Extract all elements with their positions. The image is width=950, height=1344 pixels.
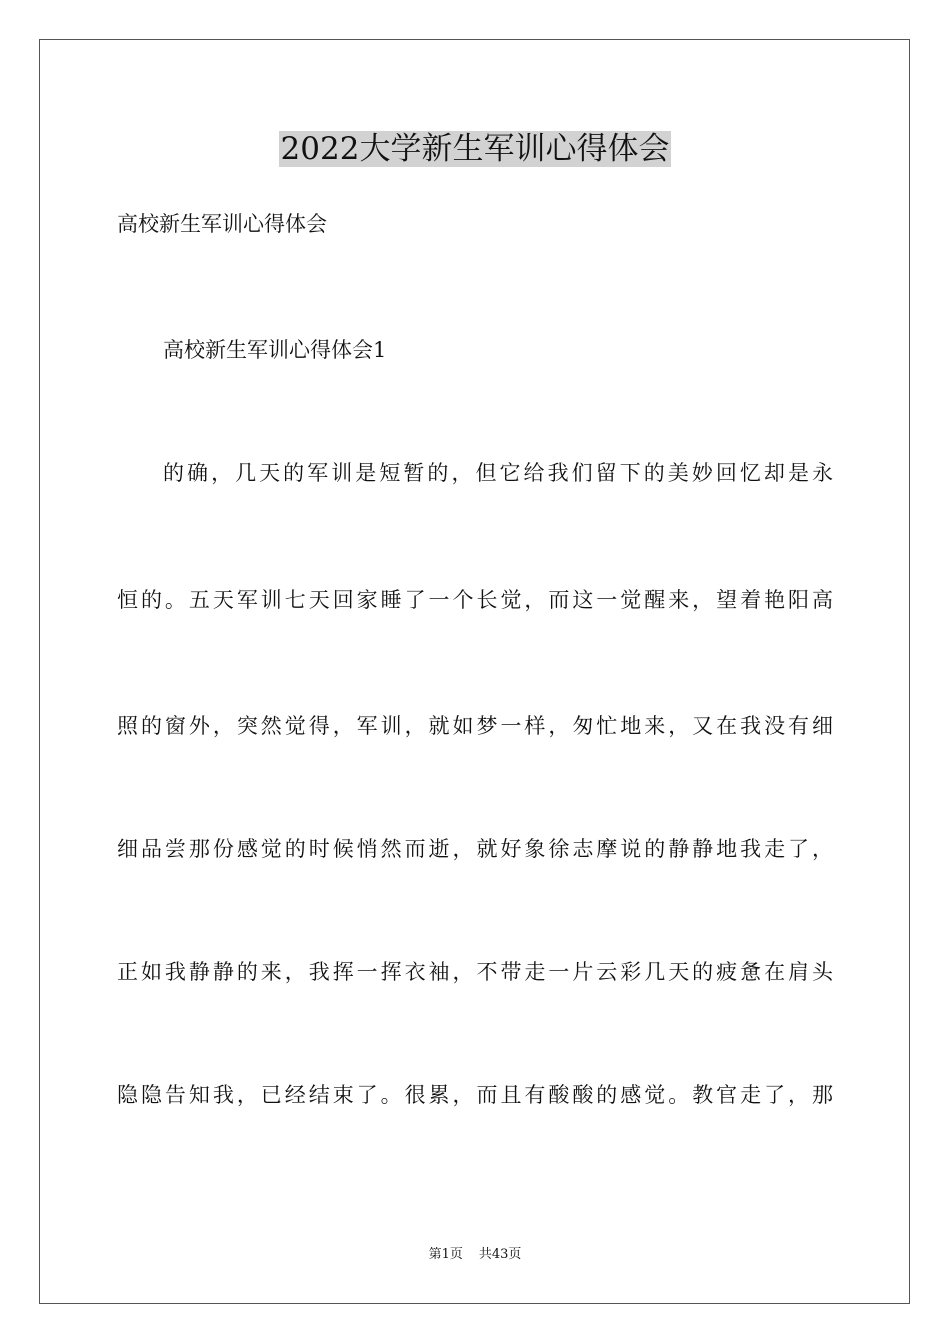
page-number-total: 共43页 xyxy=(478,1247,522,1262)
section-heading: 高校新生军训心得体会1 xyxy=(163,338,387,362)
subtitle: 高校新生军训心得体会 xyxy=(117,212,327,236)
paragraph-line-6: 隐隐告知我，已经结束了。很累，而且有酸酸的感觉。教官走了，那 xyxy=(117,1083,833,1107)
paragraph-line-4: 细品尝那份感觉的时候悄然而逝，就好象徐志摩说的静静地我走了， xyxy=(117,837,833,861)
title-text: 2022大学新生军训心得体会 xyxy=(280,131,670,167)
page-footer xyxy=(0,1246,950,1264)
document-title xyxy=(0,126,950,172)
paragraph-line-5: 正如我静静的来，我挥一挥衣袖，不带走一片云彩几天的疲惫在肩头 xyxy=(117,960,833,984)
paragraph-line-2: 恒的。五天军训七天回家睡了一个长觉，而这一觉醒来，望着艳阳高 xyxy=(117,588,833,612)
page-number-current: 第1页 xyxy=(428,1247,463,1262)
paragraph-line-3: 照的窗外，突然觉得，军训，就如梦一样，匆忙地来，又在我没有细 xyxy=(117,714,833,738)
paragraph-line-1: 的确，几天的军训是短暂的，但它给我们留下的美妙回忆却是永 xyxy=(163,461,833,485)
